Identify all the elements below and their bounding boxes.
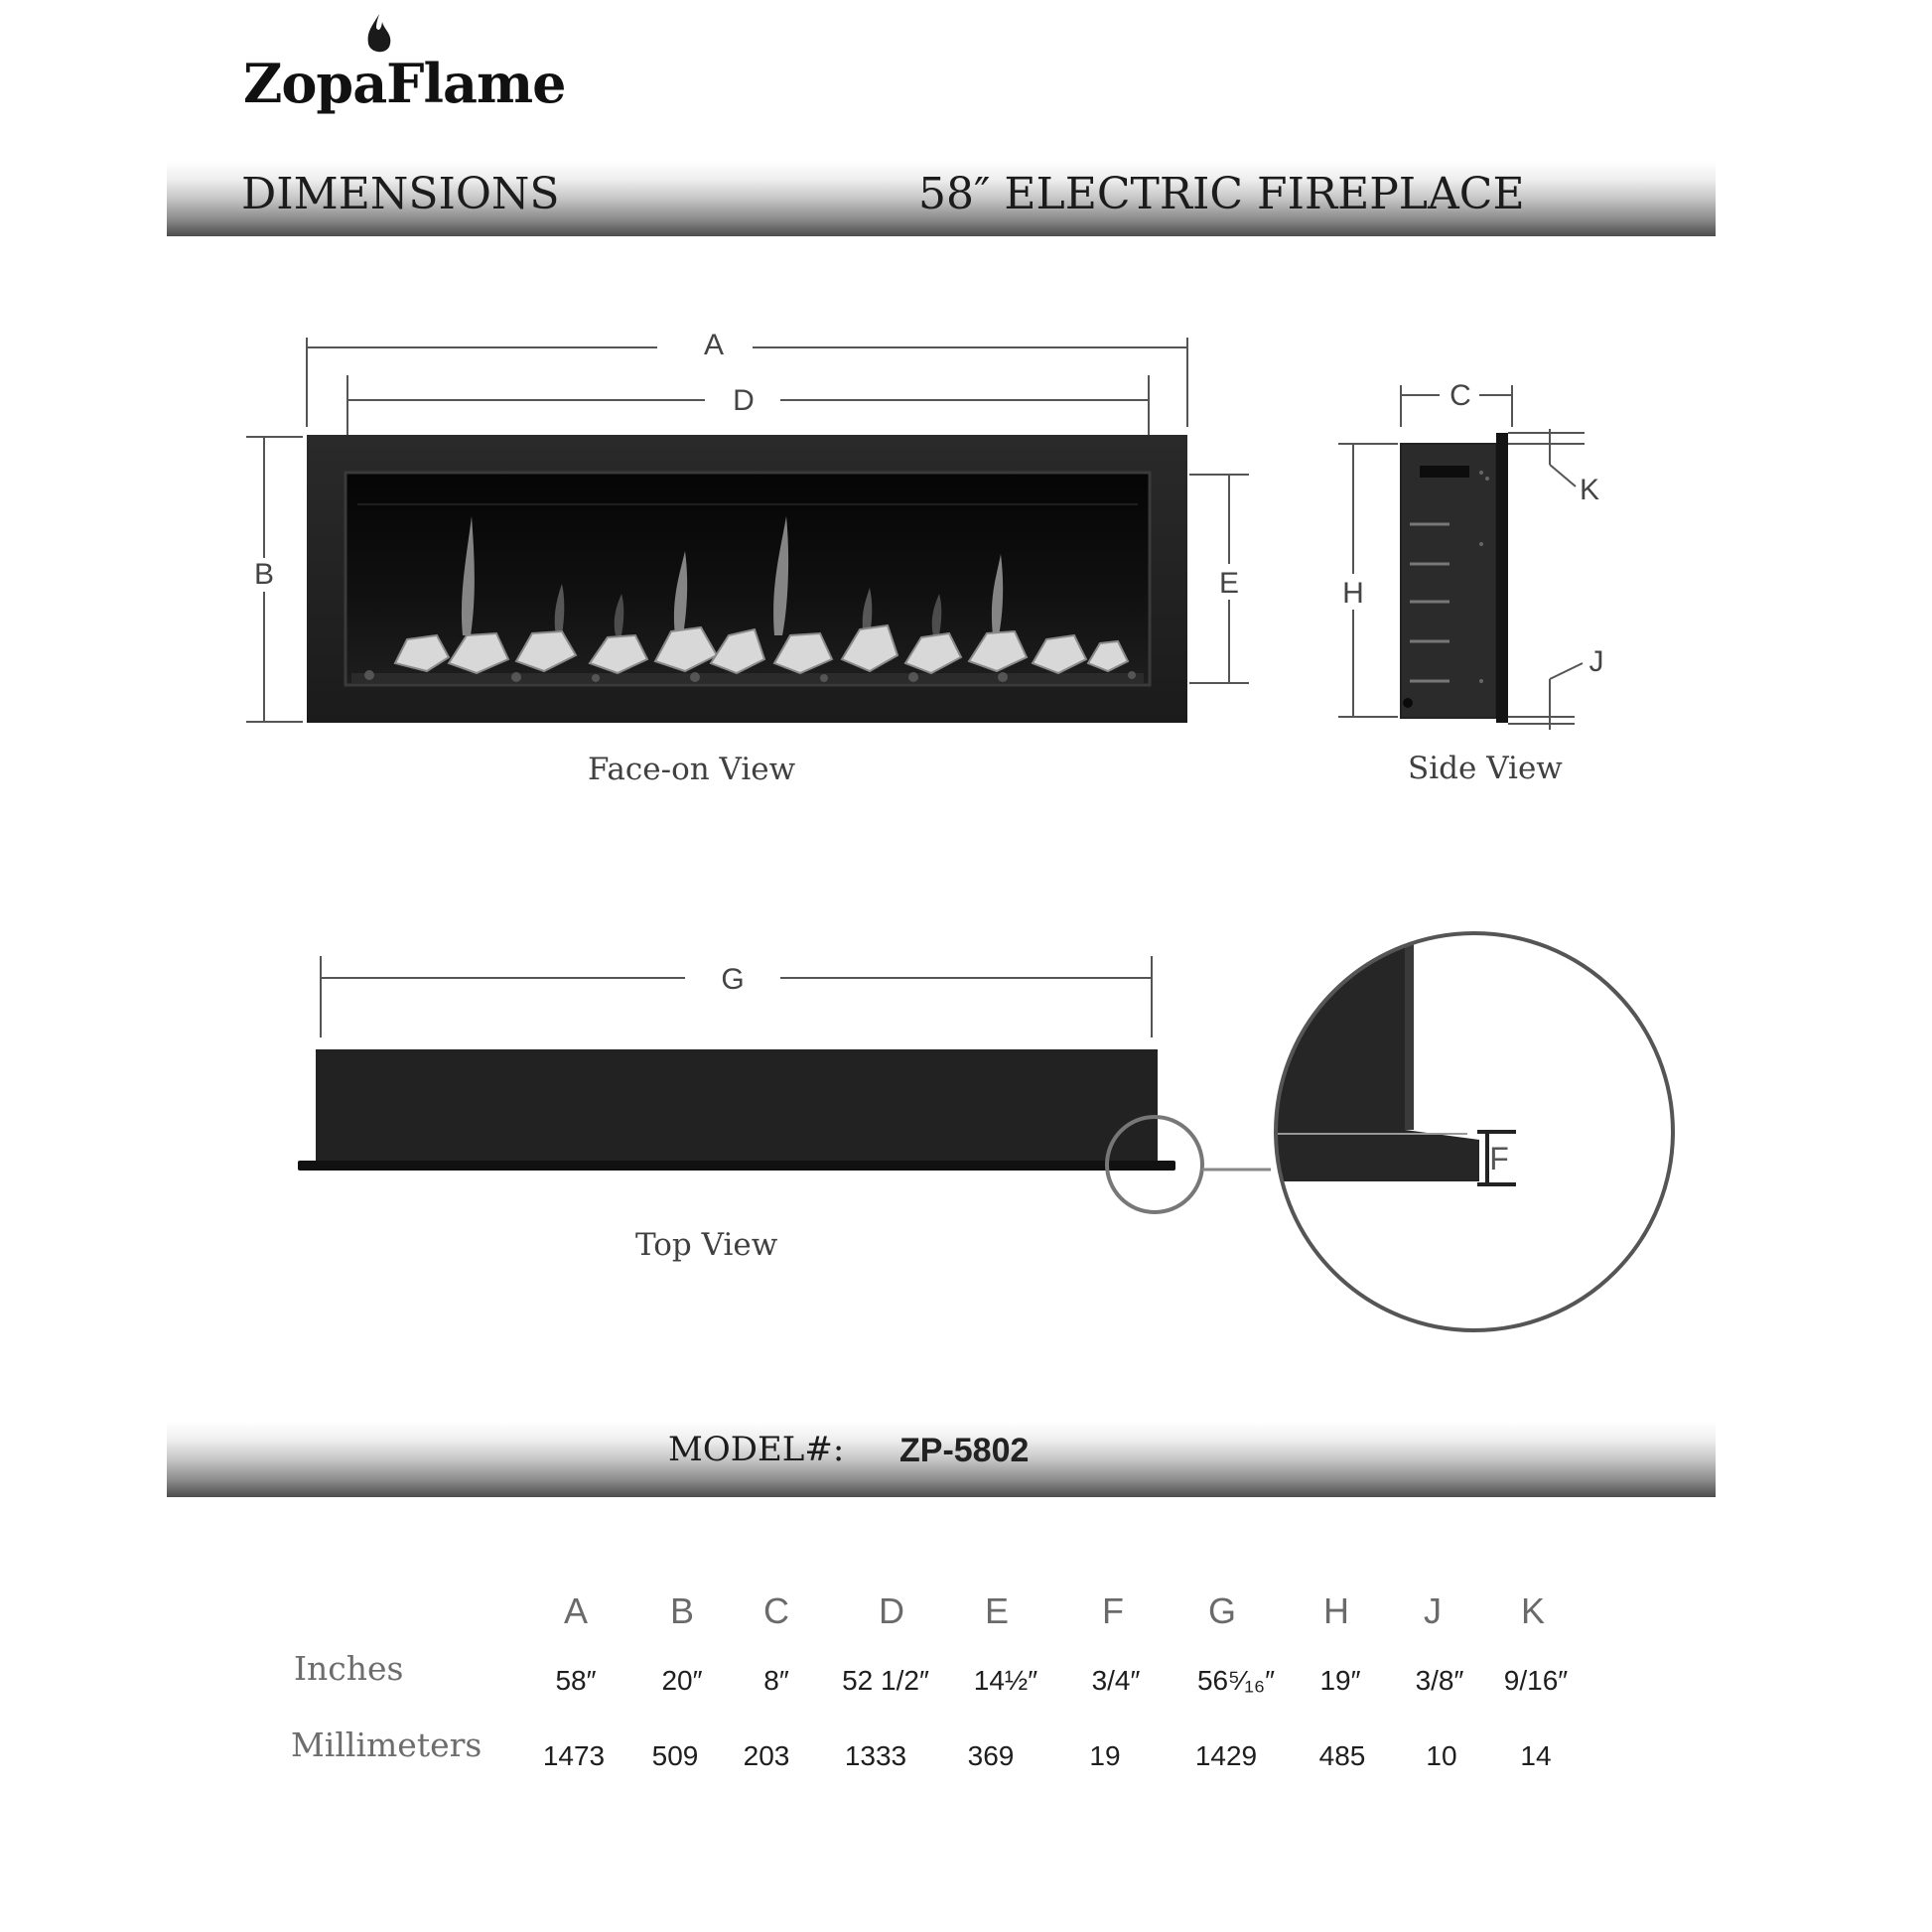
inches-j: 3/8″ bbox=[1415, 1665, 1464, 1696]
face-on-view-label: Face-on View bbox=[588, 752, 796, 787]
label-g: G bbox=[721, 963, 745, 996]
inches-d: 52 1/2″ bbox=[842, 1665, 929, 1696]
label-f: F bbox=[1489, 1141, 1509, 1176]
row-label-millimeters: Millimeters bbox=[291, 1725, 483, 1764]
inches-h: 19″ bbox=[1319, 1665, 1361, 1696]
col-header-d: D bbox=[879, 1590, 904, 1631]
col-header-k: K bbox=[1520, 1590, 1545, 1631]
label-j: J bbox=[1588, 645, 1604, 678]
label-e: E bbox=[1218, 567, 1240, 600]
top-view bbox=[298, 956, 1271, 1212]
col-header-f: F bbox=[1102, 1590, 1124, 1631]
mm-h: 485 bbox=[1318, 1740, 1366, 1771]
label-b: B bbox=[253, 558, 275, 591]
side-view bbox=[1336, 379, 1604, 730]
side-view-label: Side View bbox=[1408, 751, 1563, 786]
col-header-h: H bbox=[1323, 1590, 1349, 1631]
col-header-j: J bbox=[1424, 1590, 1442, 1631]
col-header-g: G bbox=[1207, 1590, 1236, 1631]
label-c: C bbox=[1449, 379, 1471, 412]
inches-e: 14½″ bbox=[973, 1665, 1038, 1696]
model-value: ZP-5802 bbox=[899, 1432, 1030, 1469]
col-header-b: B bbox=[669, 1590, 694, 1631]
top-body bbox=[316, 1049, 1158, 1161]
mm-f: 19 bbox=[1089, 1740, 1121, 1771]
label-h: H bbox=[1342, 577, 1364, 610]
mm-j: 10 bbox=[1426, 1740, 1457, 1771]
mm-c: 203 bbox=[743, 1740, 790, 1771]
top-view-label: Top View bbox=[635, 1227, 778, 1263]
inches-f: 3/4″ bbox=[1091, 1665, 1141, 1696]
product-title: 58″ ELECTRIC FIREPLACE bbox=[918, 169, 1525, 219]
col-header-c: C bbox=[763, 1590, 789, 1631]
label-k: K bbox=[1579, 474, 1600, 506]
label-a: A bbox=[703, 329, 725, 361]
side-front-panel bbox=[1496, 433, 1508, 723]
side-body bbox=[1401, 444, 1496, 718]
detail-zoom bbox=[1251, 894, 1673, 1330]
mm-d: 1333 bbox=[844, 1740, 907, 1771]
dimension-k bbox=[1508, 429, 1585, 486]
section-title: DIMENSIONS bbox=[241, 169, 560, 219]
mm-a: 1473 bbox=[542, 1740, 606, 1771]
label-d: D bbox=[733, 384, 755, 417]
brand-name: ZopaFlame bbox=[243, 52, 566, 115]
mm-b: 509 bbox=[651, 1740, 699, 1771]
inches-b: 20″ bbox=[661, 1665, 703, 1696]
mm-e: 369 bbox=[967, 1740, 1015, 1771]
inches-k: 9/16″ bbox=[1503, 1665, 1569, 1696]
mm-g: 1429 bbox=[1194, 1740, 1258, 1771]
inches-a: 58″ bbox=[555, 1665, 597, 1696]
model-label: MODEL#: bbox=[668, 1430, 845, 1469]
face-on-view bbox=[246, 329, 1249, 723]
col-header-a: A bbox=[563, 1590, 588, 1631]
top-front-panel bbox=[298, 1161, 1175, 1171]
inches-c: 8″ bbox=[763, 1665, 789, 1696]
dimension-j bbox=[1508, 663, 1583, 730]
inches-g: 56⁵⁄₁₆″ bbox=[1196, 1665, 1276, 1696]
row-label-inches: Inches bbox=[294, 1649, 404, 1688]
col-header-e: E bbox=[984, 1590, 1009, 1631]
mm-k: 14 bbox=[1520, 1740, 1552, 1771]
